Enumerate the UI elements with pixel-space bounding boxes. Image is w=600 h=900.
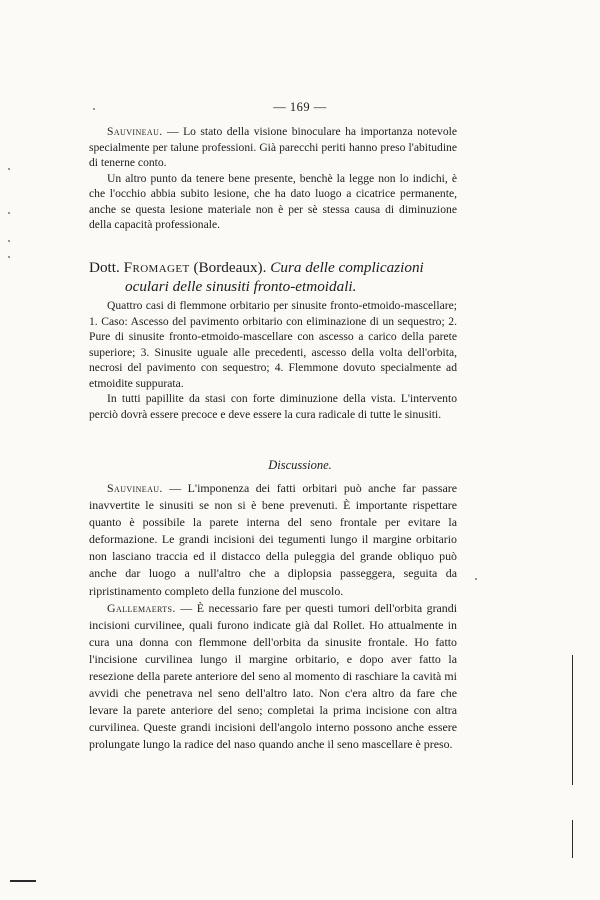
paragraph <box>89 480 457 600</box>
page-number: — 169 — <box>273 100 327 114</box>
author-prefix: Dott. <box>89 259 124 276</box>
paragraph-text: — L'imponenza dei fatti orbitari può anche far passare inavvertite le sinusiti se non si è bene prevenuti. È importante rispettare quanto è possibile la parete interna del seno frontale per evitare la deformazione. Le grandi incisioni dei tegumenti lungo il margine orbitario non lasciano traccia ed il distacco della puleggia del grande obliquo può anche dar luogo a null'altro che a diplopsia passeggera, seguita da ripristinamento completo della funzione del muscolo. <box>89 481 457 598</box>
article-title <box>89 258 457 296</box>
title-line-2: oculari delle sinusiti fronto-etmoidali. <box>125 278 357 295</box>
paragraph <box>89 600 457 754</box>
scan-edge-mark <box>10 880 36 882</box>
scan-edge-line <box>572 655 573 785</box>
paragraph-text: — È necessario fare per questi tumori dell'orbita grandi incisioni curvilinee, quali furono indicate già dal Rollet. Ho attualmente in cura una donna con flemmone dell'orbita da sinusite frontale. Ho fatto l'incisione curvilinea lungo il margine orbitario, e dopo aver fatto la resezione della parete anteriore del seno al momento di raschiare la cavità mi avvidi che penetrava nel seno dell'altro lato. Non c'era altro da fare che levare la parete anteriore del seno; completai la prima incisione con altra curvilinea. Queste grandi incisioni dell'angolo interno possono anche essere prolungate lungo la radice del naso quando anche il seno mascellare è preso. <box>89 600 457 752</box>
speaker-name: Sauvineau. <box>107 481 163 495</box>
paragraph: Quattro casi di flemmone orbitario per sinusite fronto-etmoido-mascellare; 1. Caso: Ascesso del pavimento orbitario con eliminazione di un sequestro; 2. Pure di sinusite fronto-etmoido-mascellare con ascesso a carico della parete superiore; 3. Sinusite uguale alle precedenti, ascesso della volta dell'orbita, necrosi del pavimento con sequestro; 4. Flemmone dovuto specialmente ad etmoidite suppurata. <box>89 299 457 390</box>
scan-speck <box>8 168 10 170</box>
scan-edge-line <box>572 820 573 858</box>
discussion-heading: Discussione. <box>268 458 332 472</box>
paragraph <box>89 124 457 171</box>
paragraph: Un altro punto da tenere bene presente, benchè la legge non lo indichi, è che l'occhio abbia subito lesione, che ha dato luogo a cicatrice permanente, anche se questa lesione materiale non è per sè stessa causa di diminuzione della capacità professionale. <box>89 171 457 231</box>
speaker-name: Sauvineau. <box>107 125 163 138</box>
paragraph-text: — Lo stato della visione binoculare ha importanza notevole specialmente per talune professioni. Già parecchi periti hanno preso l'abitudine di tenerne conto. <box>89 125 457 169</box>
section-sauvineau-vision <box>89 124 457 233</box>
author-name: Fromaget <box>123 259 190 276</box>
speaker-name: Gallemaerts. <box>107 600 176 615</box>
section-discussion <box>89 480 457 754</box>
scan-speck <box>93 108 95 110</box>
paragraph: In tutti papillite da stasi con forte diminuzione della vista. L'intervento perciò dovrà essere precoce e deve essere la cura radicale di tutte le sinusiti. <box>89 392 457 421</box>
author-place: (Bordeaux). <box>189 259 271 276</box>
scan-speck <box>8 256 10 258</box>
scan-speck <box>8 212 10 214</box>
scan-speck <box>8 240 10 242</box>
section-abstract <box>89 298 457 422</box>
scan-speck <box>475 578 477 580</box>
title-line-1: Cura delle complicazioni <box>270 259 424 276</box>
